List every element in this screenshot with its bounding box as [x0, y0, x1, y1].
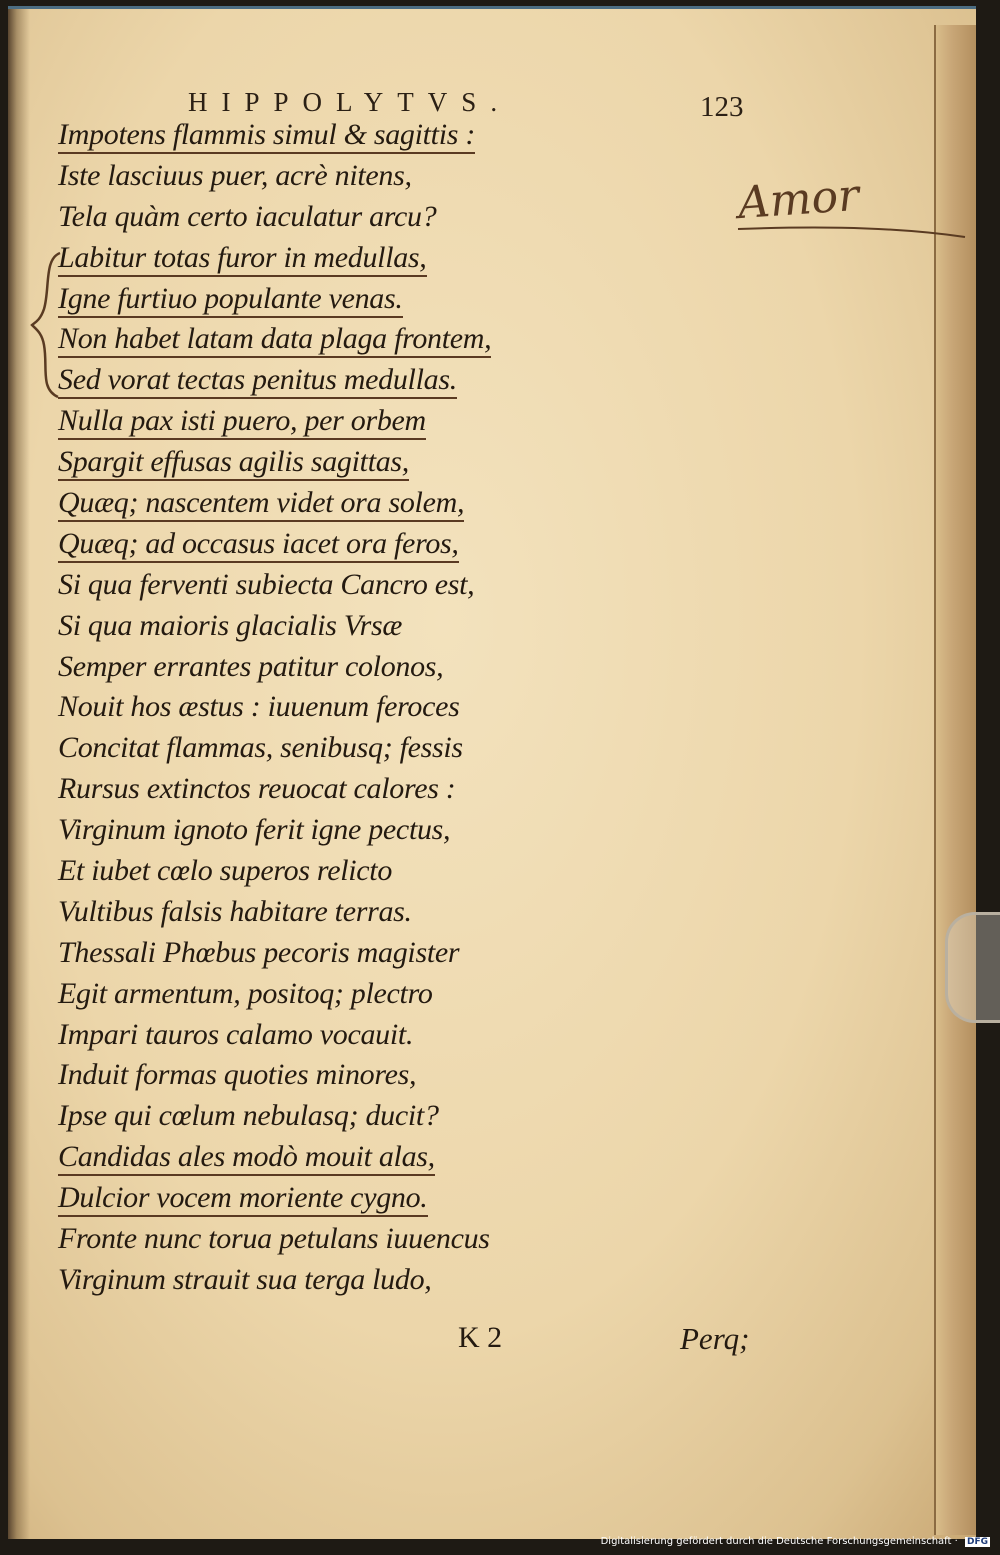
verse-line-text: Induit formas quoties minores, [58, 1058, 417, 1092]
book-page [8, 6, 976, 1539]
verse-line [58, 524, 678, 565]
verse-line [58, 1219, 678, 1260]
verse-line [58, 197, 678, 238]
verse-line-text: Spargit effusas agilis sagittas, [58, 445, 409, 481]
verse-line [58, 1260, 678, 1301]
verse-line-text: Quæq; ad occasus iacet ora feros, [58, 527, 459, 563]
verse-line-text: Impotens flammis simul & sagittis : [58, 118, 475, 154]
signature-mark: K 2 [458, 1321, 503, 1354]
verse-line [58, 156, 678, 197]
verse-line [58, 565, 678, 606]
verse-line-text: Igne furtiuo populante venas. [58, 282, 403, 318]
dfg-logo: DFG [966, 1537, 988, 1547]
verse-line [58, 606, 678, 647]
verse-line [58, 115, 678, 156]
verse-line-text: Tela quàm certo iaculatur arcu? [58, 199, 437, 233]
verse-line-text: Sed vorat tectas penitus medullas. [58, 363, 457, 399]
verse-line [58, 319, 678, 360]
verse-line-text: Candidas ales modò mouit alas, [58, 1140, 435, 1176]
verse-line-text: Labitur totas furor in medullas, [58, 241, 427, 277]
running-head: HIPPOLYTVS. [188, 87, 512, 117]
verse-line [58, 892, 678, 933]
verse-line [58, 401, 678, 442]
verse-line [58, 728, 678, 769]
verse-line-text: Et iubet cœlo superos relicto [58, 854, 393, 888]
verse-line-text: Rursus extinctos reuocat calores : [58, 772, 456, 806]
digitization-credit [601, 1536, 990, 1547]
verse-line [58, 647, 678, 688]
verse-line [58, 851, 678, 892]
verse-line [58, 810, 678, 851]
verse-line [58, 238, 678, 279]
verse-line-text: Iste lasciuus puer, acrè nitens, [58, 158, 412, 192]
verse-line [58, 1178, 678, 1219]
verse-line-text: Fronte nunc torua petulans iuuencus [58, 1222, 490, 1256]
verse-line-text: Semper errantes patitur colonos, [58, 649, 444, 683]
page-edge [934, 25, 976, 1535]
verse-line-text: Si qua maioris glacialis Vrsæ [58, 608, 403, 642]
spine-shadow [8, 9, 30, 1539]
catchword: Perq; [680, 1321, 750, 1356]
credit-text: Digitalisierung gefördert durch die Deutsche Forschungsgemeinschaft · [600, 1536, 958, 1547]
verse-line-text: Ipse qui cœlum nebulasq; ducit? [58, 1099, 439, 1133]
verse-line [58, 442, 678, 483]
verse-line [58, 483, 678, 524]
verse-line-text: Non habet latam data plaga frontem, [58, 322, 491, 358]
verse-line-text: Si qua ferventi subiecta Cancro est, [58, 567, 475, 601]
verse-line [58, 769, 678, 810]
verse-line [58, 933, 678, 974]
marginal-note: Amor [736, 169, 861, 230]
verse-line-text: Egit armentum, positoq; plectro [58, 976, 433, 1010]
verse-text [58, 115, 678, 1301]
verse-line-text: Virginum ignoto ferit igne pectus, [58, 813, 451, 847]
verse-line-text: Impari tauros calamo vocauit. [58, 1017, 414, 1051]
page-footer [8, 1321, 976, 1361]
verse-line [58, 1015, 678, 1056]
verse-line-text: Vultibus falsis habitare terras. [58, 894, 412, 928]
verse-line-text: Quæq; nascentem videt ora solem, [58, 486, 464, 522]
verse-line-text: Nouit hos æstus : iuuenum feroces [58, 690, 460, 724]
verse-line [58, 1096, 678, 1137]
verse-line [58, 360, 678, 401]
verse-line [58, 1055, 678, 1096]
verse-line [58, 1137, 678, 1178]
verse-line [58, 279, 678, 320]
verse-line-text: Concitat flammas, senibusq; fessis [58, 731, 463, 765]
verse-line [58, 687, 678, 728]
verse-line-text: Virginum strauit sua terga ludo, [58, 1262, 432, 1296]
verse-line-text: Nulla pax isti puero, per orbem [58, 404, 426, 440]
verse-line-text: Dulcior vocem moriente cygno. [58, 1181, 428, 1217]
verse-line [58, 974, 678, 1015]
verse-line-text: Thessali Phœbus pecoris magister [58, 935, 460, 969]
page-number: 123 [700, 91, 744, 123]
page-clip [945, 912, 1000, 1023]
